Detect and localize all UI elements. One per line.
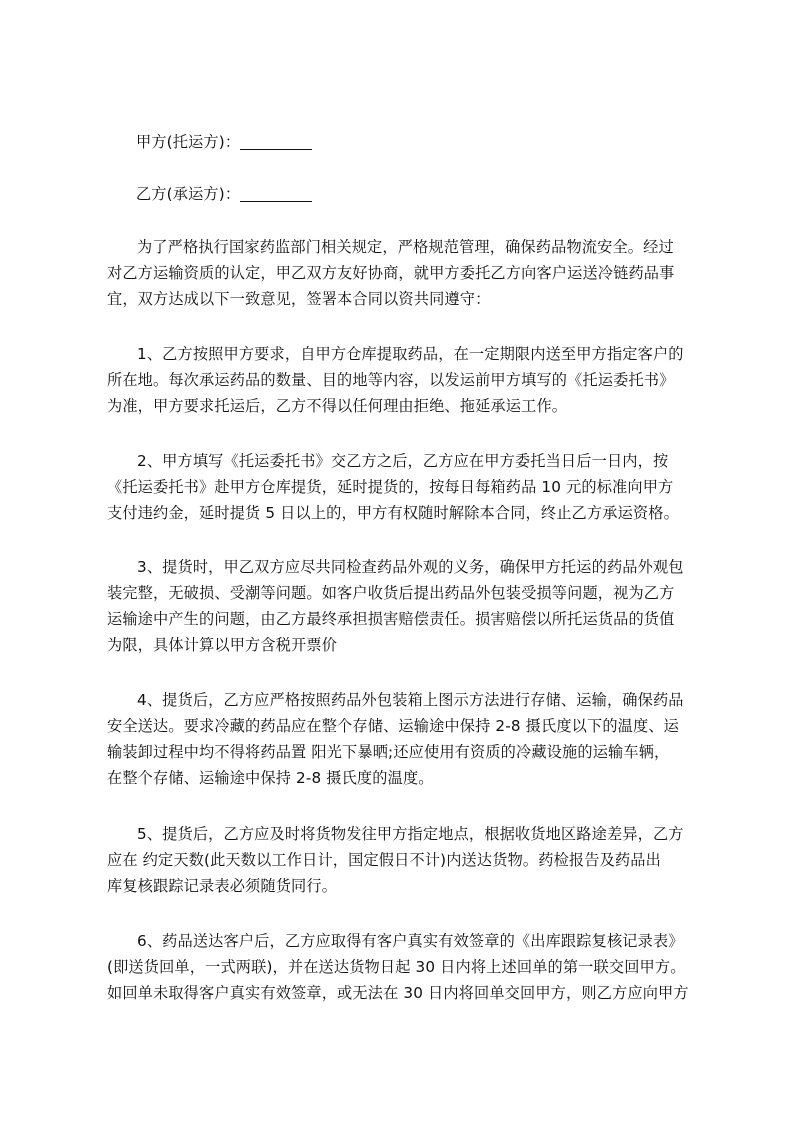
clause-5-line-1: 5、提货后，乙方应及时将货物发往甲方指定地点，根据收货地区路途差异，乙方 [137,825,684,843]
clause-4-line-2: 安全送达。要求冷藏的药品应在整个存储、运输途中保持 2-8 摄氏度以下的温度、运 [107,717,680,735]
preamble-line-3: 宜，双方达成以下一致意见，签署本合同以资共同遵守： [107,290,491,308]
clause-5-line-3: 库复核跟踪记录表必须随货同行。 [107,877,338,895]
clause-6-line-2: (即送货回单，一式两联)，并在送达货物日起 30 日内将上述回单的第一联交回甲方。 [107,958,686,976]
party-b-blank [240,185,312,202]
clause-4-line-3: 输装卸过程中均不得将药品置 阳光下暴晒;还应使用有资质的冷藏设施的运输车辆， [107,743,670,761]
clause-2-line-2: 《托运委托书》赴甲方仓库提货，延时提货的，按每日每箱药品 10 元的标准向甲方 [107,478,674,496]
clause-1-line-3: 为准，甲方要求托运后，乙方不得以任何理由拒绝、拖延承运工作。 [107,397,568,415]
party-a-label: 甲方(托运方)： [136,133,241,151]
clause-2-line-3: 支付违约金，延时提货 5 日以上的，甲方有权随时解除本合同，终止乙方承运资格。 [107,504,679,522]
clause-1-line-2: 所在地。每次承运药品的数量、目的地等内容，以发运前甲方填写的《托运委托书》 [107,371,675,389]
party-b-line [136,181,736,207]
party-a-blank [240,133,312,150]
preamble-line-2: 对乙方运输资质的认定，甲乙双方友好协商，就甲方委托乙方向客户运送冷链药品事 [107,264,675,282]
preamble-line-1: 为了严格执行国家药监部门相关规定，严格规范管理，确保药品物流安全。经过 [137,238,674,256]
party-b-label: 乙方(承运方)： [136,185,241,203]
clause-5-line-2: 应在 约定天数(此天数以工作日计，国定假日不计)内送达货物。药检报告及药品出 [107,851,661,869]
clause-3-line-3: 运输途中产生的问题，由乙方最终承担损害赔偿责任。损害赔偿以所托运货品的货值 [107,610,675,628]
party-a-line [136,129,736,155]
clause-4-line-1: 4、提货后，乙方应严格按照药品外包装箱上图示方法进行存储、运输，确保药品 [137,691,684,709]
clause-3-line-1: 3、提货时，甲乙双方应尽共同检查药品外观的义务，确保甲方托运的药品外观包 [137,558,684,576]
clause-4-line-4: 在整个存储、运输途中保持 2-8 摄氏度的温度。 [107,769,434,787]
clause-6-line-3: 如回单未取得客户真实有效签章，或无法在 30 日内将回单交回甲方，则乙方应向甲方 [107,984,689,1002]
clause-1-line-1: 1、乙方按照甲方要求，自甲方仓库提取药品，在一定期限内送至甲方指定客户的 [137,345,684,363]
clause-2-line-1: 2、甲方填写《托运委托书》交乙方之后，乙方应在甲方委托当日后一日内，按 [137,452,669,470]
clause-6-line-1: 6、药品送达客户后，乙方应取得有客户真实有效签章的《出库跟踪复核记录表》 [137,932,684,950]
clause-3-line-4: 为限，具体计算以甲方含税开票价 [107,636,338,654]
clause-3-line-2: 装完整，无破损、受潮等问题。如客户收货后提出药品外包装受损等问题，视为乙方 [107,584,675,602]
